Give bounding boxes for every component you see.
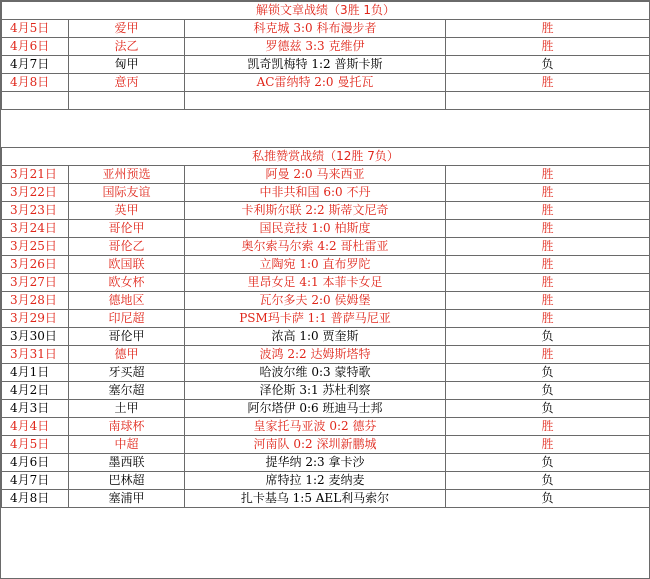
match-date: 4月3日 (2, 400, 69, 418)
league-name: 欧国联 (69, 256, 185, 274)
match-score: 河南队 0:2 深圳新鹏城 (185, 436, 446, 454)
match-row (2, 382, 650, 400)
match-result: 胜 (446, 436, 650, 454)
match-row (2, 38, 650, 56)
match-date: 4月5日 (2, 436, 69, 454)
match-row (2, 56, 650, 74)
match-score: 浓高 1:0 贾奎斯 (185, 328, 446, 346)
match-score: 科克城 3:0 科布漫步者 (185, 20, 446, 38)
match-score: 罗德兹 3:3 克维伊 (185, 38, 446, 56)
league-name: 爱甲 (69, 20, 185, 38)
match-result: 胜 (446, 346, 650, 364)
match-date: 4月2日 (2, 382, 69, 400)
match-row (2, 20, 650, 38)
match-row (2, 364, 650, 382)
match-date: 3月21日 (2, 166, 69, 184)
spacer-row (2, 92, 650, 110)
match-date: 4月1日 (2, 364, 69, 382)
match-score: 瓦尔多夫 2:0 侯姆堡 (185, 292, 446, 310)
section-title: 解锁文章战绩（3胜 1负） (2, 2, 650, 20)
match-date: 3月30日 (2, 328, 69, 346)
spacer-cell (2, 92, 69, 110)
match-row (2, 400, 650, 418)
match-result: 负 (446, 400, 650, 418)
match-row (2, 328, 650, 346)
league-name: 土甲 (69, 400, 185, 418)
match-score: 立陶宛 1:0 直布罗陀 (185, 256, 446, 274)
match-result: 胜 (446, 292, 650, 310)
spacer-cell (69, 92, 185, 110)
match-result: 胜 (446, 238, 650, 256)
match-date: 4月7日 (2, 56, 69, 74)
match-result: 负 (446, 364, 650, 382)
match-date: 4月5日 (2, 20, 69, 38)
match-result: 胜 (446, 202, 650, 220)
league-name: 南球杯 (69, 418, 185, 436)
match-row (2, 346, 650, 364)
match-row (2, 256, 650, 274)
match-result: 胜 (446, 220, 650, 238)
match-score: 国民竞技 1:0 柏斯度 (185, 220, 446, 238)
match-score: 奥尔索马尔索 4:2 哥杜雷亚 (185, 238, 446, 256)
match-row (2, 454, 650, 472)
match-result: 胜 (446, 184, 650, 202)
league-name: 亚州预选 (69, 166, 185, 184)
unlock-article-record-table (1, 1, 650, 110)
match-date: 4月8日 (2, 74, 69, 92)
section-title: 私推赞赏战绩（12胜 7负） (2, 148, 650, 166)
match-result: 胜 (446, 256, 650, 274)
section-title-row (2, 148, 650, 166)
league-name: 墨西联 (69, 454, 185, 472)
match-row (2, 274, 650, 292)
spacer-cell (446, 92, 650, 110)
match-score: PSM玛卡萨 1:1 普萨马尼亚 (185, 310, 446, 328)
match-row (2, 436, 650, 454)
match-row (2, 74, 650, 92)
section-title-row (2, 2, 650, 20)
match-score: 卡利斯尔联 2:2 斯蒂文尼奇 (185, 202, 446, 220)
match-row (2, 202, 650, 220)
match-result: 胜 (446, 418, 650, 436)
match-row (2, 166, 650, 184)
match-result: 负 (446, 490, 650, 508)
match-result: 负 (446, 382, 650, 400)
league-name: 中超 (69, 436, 185, 454)
match-date: 3月29日 (2, 310, 69, 328)
match-date: 3月27日 (2, 274, 69, 292)
match-result: 胜 (446, 274, 650, 292)
league-name: 巴林超 (69, 472, 185, 490)
match-date: 3月31日 (2, 346, 69, 364)
match-date: 4月4日 (2, 418, 69, 436)
league-name: 德甲 (69, 346, 185, 364)
league-name: 哥伦乙 (69, 238, 185, 256)
match-score: AC雷纳特 2:0 曼托瓦 (185, 74, 446, 92)
match-score: 凯奇凯梅特 1:2 普斯卡斯 (185, 56, 446, 74)
match-row (2, 184, 650, 202)
match-date: 3月22日 (2, 184, 69, 202)
league-name: 意丙 (69, 74, 185, 92)
match-result: 胜 (446, 310, 650, 328)
match-score: 提华纳 2:3 拿卡沙 (185, 454, 446, 472)
match-result: 胜 (446, 20, 650, 38)
match-result: 负 (446, 472, 650, 490)
match-score: 中非共和国 6:0 不丹 (185, 184, 446, 202)
league-name: 欧女杯 (69, 274, 185, 292)
private-tip-record-table (1, 147, 650, 508)
match-date: 3月25日 (2, 238, 69, 256)
league-name: 德地区 (69, 292, 185, 310)
match-score: 席特拉 1:2 麦纳麦 (185, 472, 446, 490)
match-result: 负 (446, 454, 650, 472)
league-name: 哥伦甲 (69, 220, 185, 238)
match-row (2, 292, 650, 310)
league-name: 匈甲 (69, 56, 185, 74)
match-row (2, 238, 650, 256)
match-result: 胜 (446, 74, 650, 92)
match-result: 负 (446, 56, 650, 74)
match-score: 阿尔塔伊 0:6 班迪马士邦 (185, 400, 446, 418)
match-date: 4月8日 (2, 490, 69, 508)
league-name: 塞浦甲 (69, 490, 185, 508)
match-row (2, 490, 650, 508)
match-result: 胜 (446, 38, 650, 56)
match-row (2, 472, 650, 490)
match-date: 4月6日 (2, 454, 69, 472)
match-score: 阿曼 2:0 马来西亚 (185, 166, 446, 184)
match-date: 3月28日 (2, 292, 69, 310)
league-name: 牙买超 (69, 364, 185, 382)
league-name: 英甲 (69, 202, 185, 220)
spacer-cell (185, 92, 446, 110)
match-row (2, 418, 650, 436)
league-name: 印尼超 (69, 310, 185, 328)
match-date: 4月7日 (2, 472, 69, 490)
league-name: 哥伦甲 (69, 328, 185, 346)
match-result: 胜 (446, 166, 650, 184)
league-name: 法乙 (69, 38, 185, 56)
match-row (2, 220, 650, 238)
match-score: 里昂女足 4:1 本菲卡女足 (185, 274, 446, 292)
match-score: 皇家托马亚波 0:2 德芬 (185, 418, 446, 436)
match-score: 扎卡基乌 1:5 AEL利马索尔 (185, 490, 446, 508)
match-date: 3月23日 (2, 202, 69, 220)
match-score: 泽伦斯 3:1 苏杜利察 (185, 382, 446, 400)
league-name: 国际友谊 (69, 184, 185, 202)
match-row (2, 310, 650, 328)
match-date: 3月24日 (2, 220, 69, 238)
match-score: 波鸿 2:2 达姆斯塔特 (185, 346, 446, 364)
match-score: 哈波尔维 0:3 蒙特歌 (185, 364, 446, 382)
league-name: 塞尔超 (69, 382, 185, 400)
match-date: 3月26日 (2, 256, 69, 274)
match-date: 4月6日 (2, 38, 69, 56)
match-result: 负 (446, 328, 650, 346)
